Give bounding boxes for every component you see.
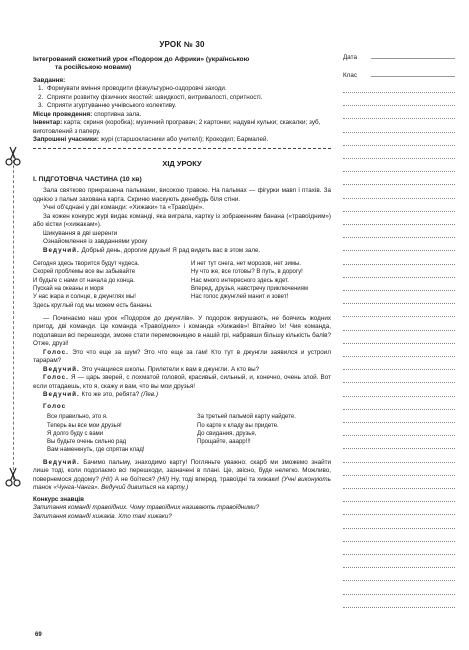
lesson-content: [33, 40, 331, 521]
note-line: [343, 224, 455, 225]
note-line: [343, 105, 455, 106]
task-item: 2. Сприяти розвитку фізичних якостей: швидкості, витривалості, спритності.: [45, 94, 331, 103]
note-line: [343, 501, 455, 502]
paragraph: — Починаємо наш урок «Подорож до джунглів». У подорож вирушають, не боячись жодних пригод, дві команди. Це команда «Травоїдних» і команда «Хижаків»! Вітаймо їх! Чия команда, подолавши всі перешкоди, зможе стати переможницею в нашій грі, набравши більшу кількість балів? Отже, друзі!: [33, 314, 331, 348]
speech-line: Ведучий. Это учащиеся школы. Прилетели к вам в джунгли. А кто вы?: [43, 365, 260, 373]
note-line: [343, 277, 455, 278]
poem-left: Сегодня здесь творится будут чудеса. Скорей проблемы все вы забывайте И будьте с нами от начала до конца. Пускай на океаны и моря У нас жара и солнце, в джунглях мы! Здесь круглый год мы можем есть бананы.: [33, 261, 153, 309]
paragraph: Ознайомлення із завданнями уроку: [43, 238, 148, 246]
note-line: [343, 409, 455, 410]
section-divider: [33, 148, 331, 149]
note-line: [343, 184, 455, 185]
note-line: [343, 594, 455, 595]
paragraph: Зала святково прикрашена пальмами, високою травою. На пальмах — фігурки мавп і птахів. За однією з пальм захована карта. Скриню маскують денебудь біля стіни.: [33, 187, 331, 203]
note-line: [343, 303, 455, 304]
lesson-topic: Інтегрований сюжетний урок «Подорож до Африки» (українською та російською мовами): [33, 55, 250, 72]
guests-row: Запрошені учасники: журі (старшокласники або учителі); Крокодил; Бармалей.: [33, 136, 269, 144]
note-line: [343, 343, 455, 344]
poem-right: За третьей пальмой карту найдете. По карте к кладу вы придете. До свидания, друзья, Прощайте, ааарр!!!: [197, 414, 296, 446]
lesson-title: УРОК № 30: [159, 40, 205, 49]
note-line: [343, 264, 455, 265]
note-line: [343, 488, 455, 489]
tasks-label: Завдання:: [33, 76, 66, 84]
contest-title: Конкурс знавців: [33, 495, 84, 503]
note-line: [343, 607, 455, 608]
poem-left: Все правильно, это я. Теперь вы все мои друзья! Я долго буду с вами Вы будьте очень сильно рад Вам наменкнуть, где спрятан клад!: [47, 414, 145, 454]
note-line: [343, 475, 455, 476]
note-line: [343, 462, 455, 463]
note-line: [343, 132, 455, 133]
note-line: [343, 211, 455, 212]
speech-line: Голос. Это что еще за шум? Это что еще за гам! Кто тут в джунгли заявился и устроил тарарам?: [33, 348, 331, 365]
note-line: [343, 158, 455, 159]
paragraph: Учні об'єднані у дві команди: «Хижаки» та «Травоїдні».: [43, 204, 204, 212]
note-line: [343, 554, 455, 555]
speech-line: Голос. Я — царь зверей, с лохматой головой, красивый, сильный, и, конечно, очень злой. Вот если отгадаешь, кто я, скажу и вам, что вы мои друзья!: [33, 374, 331, 390]
place-row: Місце проведення: спортивна зала.: [33, 110, 142, 118]
note-line: [343, 448, 455, 449]
poem-block: [33, 260, 331, 310]
note-line: [343, 567, 455, 568]
course-title: ХІД УРОКУ: [162, 158, 202, 168]
note-line: [343, 330, 455, 331]
question: Запитання команді хижаків. Хто такі хижаки?: [33, 512, 172, 520]
paragraph: Шикування в дві шеренги: [43, 229, 118, 237]
note-line: [343, 316, 455, 317]
cut-guide-line: [13, 150, 14, 480]
note-line: [343, 250, 455, 251]
note-line: [343, 92, 455, 93]
part-title: І. ПІДГОТОВЧА ЧАСТИНА (10 хв): [33, 176, 142, 184]
task-item: 3. Сприяти згуртуванню учнівського колективу.: [45, 102, 331, 111]
speech-line: Ведучий. Бачимо пальму, знаходимо карту! Погляньте уважно: скарб ми зможемо знайти лише тоді, коли подолаємо всі перешкоди, зазначені в плані. Це, звісно, буде нелегко. Можливо, повернемося додому? (Ні!) А не боїтеся? (Ні!) Ну, тоді вперед, травоїдні та хижаки! (Учні виконують танок «Чунга-Чанга». Ведучий дивиться на карту.): [33, 458, 331, 492]
scissors-icon: [4, 145, 22, 167]
date-field[interactable]: [343, 43, 455, 61]
paragraph: За кожен конкурс журі видає команді, яка виграла, картку із зображенням банана («травоїдним») або кістки («хижакам»).: [33, 212, 331, 229]
note-line: [343, 396, 455, 397]
notes-column: [343, 43, 455, 79]
speech-line: Ведучий. Добрый день, дорогие друзья! Я рад видеть вас в этом зале.: [43, 246, 261, 254]
poem-block: [47, 413, 331, 454]
inventory-row: Інвентар: карта; скриня (коробка); музичний програвач; 2 картонки; надувні кульки; скакалки; зуб, виготовлений з паперу.: [33, 119, 321, 135]
note-line: [343, 382, 455, 383]
note-line: [343, 356, 455, 357]
speech-line: Ведучий. Кто же это, ребята? (Лев.): [43, 391, 159, 399]
class-line: [371, 76, 455, 77]
task-item: 1. Формувати вміння проводити фізкультурно-оздоровчі заходи.: [45, 85, 331, 94]
note-line: [343, 541, 455, 542]
question: Запитання команді травоїдних. Чому травоїдних називають травоїдними?: [33, 504, 260, 512]
note-line: [343, 435, 455, 436]
note-line: [343, 580, 455, 581]
note-line: [343, 118, 455, 119]
note-line: [343, 422, 455, 423]
class-label: Клас: [343, 72, 357, 79]
date-label: Дата: [343, 54, 357, 61]
note-line: [343, 369, 455, 370]
scissors-icon: [4, 466, 22, 488]
note-line: [343, 171, 455, 172]
voice-label: Голос: [43, 402, 67, 410]
date-line: [371, 58, 455, 59]
note-line: [343, 528, 455, 529]
note-line: [343, 237, 455, 238]
poem-right: И нет тут снега, нет морозов, нет зимы. Ну что же, все готовы? В путь, в дорогу! Нас много интересного здесь ждет. Вперед, друзья, навстречу приключениям Нас голос джунглей манит и зовет!: [191, 261, 308, 301]
class-field[interactable]: [343, 61, 455, 79]
tasks-list: [33, 85, 331, 111]
note-line: [343, 145, 455, 146]
note-line: [343, 290, 455, 291]
page-number: 69: [35, 632, 42, 638]
note-line: [343, 198, 455, 199]
note-line: [343, 514, 455, 515]
